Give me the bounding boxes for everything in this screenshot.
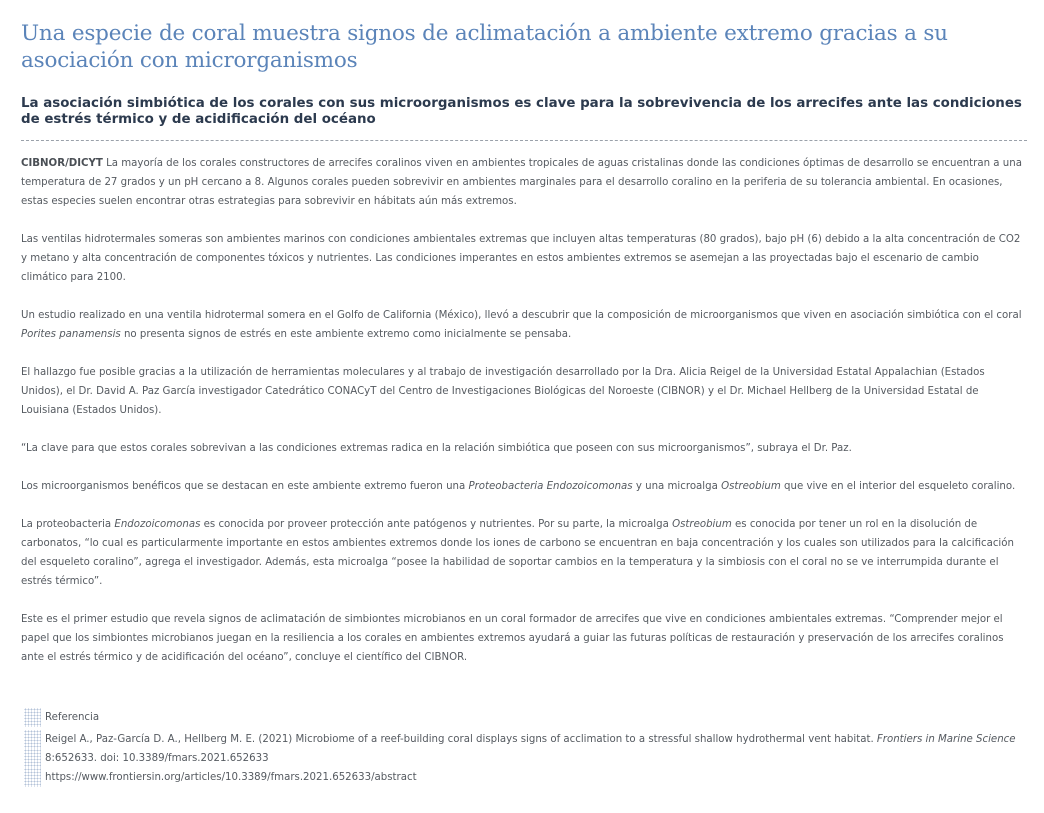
paragraph-6-text-a: Los microorganismos benéficos que se destacan en este ambiente extremo fueron una: [21, 481, 469, 492]
species-name: Porites panamensis: [21, 329, 121, 340]
paragraph-7-text-b: es conocida por proveer protección ante patógenos y nutrientes. Por su parte, la microalga: [200, 519, 673, 530]
article: [21, 20, 1027, 686]
reference-block: [24, 708, 1024, 787]
paragraph-6-text-b: y una microalga: [632, 481, 722, 492]
paragraph-1: [21, 154, 1027, 211]
paragraph-7-text-c: es conocida por tener un rol en la disolución de carbonatos, “lo cual es particularmente importante en estos ambientes extremos donde los iones de carbono se encuentran en baja concentración y los cuales son utilizados para la calcificación del esqueleto coralino”, agrega el investigador. Además, esta microalga “posee la habilidad de soportar cambios en la temperatura y la simbiosis con el coral no se ve interrumpida durante el estrés térmico”.: [21, 519, 1014, 587]
bacteria-name: Proteobacteria Endozoicomonas: [468, 481, 633, 492]
paragraph-5: “La clave para que estos corales sobrevivan a las condiciones extremas radica en la relación simbiótica que poseen con sus microorganismos”, subraya el Dr. Paz.: [21, 443, 852, 454]
paragraph-7: [21, 515, 1027, 591]
alga-name: Ostreobium: [721, 481, 781, 492]
paragraph-3-text-a: Un estudio realizado en una ventila hidrotermal somera en el Golfo de California (México), llevó a descubrir que la composición de microorganismos que viven en asociación simbiótica con el coral: [21, 310, 1022, 321]
paragraph-2: Las ventilas hidrotermales someras son ambientes marinos con condiciones ambientales extremas que incluyen altas temperaturas (80 grados), bajo pH (6) debido a la alta concentración de CO2 y metano y alta concentración de componentes tóxicos y nutrientes. Las condiciones imperantes en estos ambientes extremos se asemejan a las proyectadas bajo el escenario de cambio climático para 2100.: [21, 234, 1021, 283]
source-label: CIBNOR/DICYT: [21, 158, 103, 169]
paragraph-7-text-a: La proteobacteria: [21, 519, 115, 530]
citation-text: Reigel A., Paz-García D. A., Hellberg M. E. (2021) Microbiome of a reef-building coral displays signs of acclimation to a stressful shallow hydrothermal vent habitat.: [45, 734, 877, 745]
paragraph-3-text-b: no presenta signos de estrés en este ambiente extremo como inicialmente se pensaba.: [120, 329, 572, 340]
paragraph-3: [21, 306, 1027, 344]
paragraph-1-text: La mayoría de los corales constructores de arrecifes coralinos viven en ambientes tropicales de aguas cristalinas donde las condiciones óptimas de desarrollo se encuentran a una temperatura de 27 grados y un pH cercano a 8. Algunos corales pueden sobrevivir en ambientes marginales para el desarrollo coralino en la periferia de su tolerancia ambiental. En ocasiones, estas especies suelen encontrar otras estrategias para sobrevivir en hábitats aún más extremos.: [21, 158, 1022, 207]
alga-name: Ostreobium: [672, 519, 732, 530]
reference-heading: Referencia: [24, 708, 1024, 727]
reference-url[interactable]: https://www.frontiersin.org/articles/10.3389/fmars.2021.652633/abstract: [24, 768, 1024, 787]
paragraph-4: El hallazgo fue posible gracias a la utilización de herramientas moleculares y al trabajo de investigación desarrollado por la Dra. Alicia Reigel de la Universidad Estatal Appalachian (Estados Unidos), el Dr. David A. Paz García investigador Catedrático CONACyT del Centro de Investigaciones Biológicas del Noroeste (CIBNOR) y el Dr. Michael Hellberg de la Universidad Estatal de Louisiana (Estados Unidos).: [21, 367, 985, 416]
paragraph-6-text-c: que vive en el interior del esqueleto coralino.: [780, 481, 1016, 492]
journal-name: Frontiers in Marine Science: [876, 734, 1016, 745]
paragraph-6: [21, 477, 1027, 496]
bacteria-name: Endozoicomonas: [114, 519, 201, 530]
article-subtitle: La asociación simbiótica de los corales con sus microorganismos es clave para la sobrevivencia de los arrecifes ante las condiciones de estrés térmico y de acidificación del océano: [21, 96, 1022, 127]
divider: [21, 140, 1027, 141]
reference-doi: 8:652633. doi: 10.3389/fmars.2021.652633: [24, 749, 1024, 768]
article-title: Una especie de coral muestra signos de aclimatación a ambiente extremo gracias a su asociación con microrganismos: [21, 21, 948, 73]
reference-citation: [24, 730, 1024, 749]
paragraph-8: Este es el primer estudio que revela signos de aclimatación de simbiontes microbianos en un coral formador de arrecifes que vive en condiciones ambientales extremas. “Comprender mejor el papel que los simbiontes microbianos juegan en la resiliencia a los corales en ambientes extremos ayudará a guiar las futuras políticas de restauración y preservación de los arrecifes coralinos ante el estrés térmico y de acidificación del océano”, concluye el científico del CIBNOR.: [21, 614, 1004, 663]
